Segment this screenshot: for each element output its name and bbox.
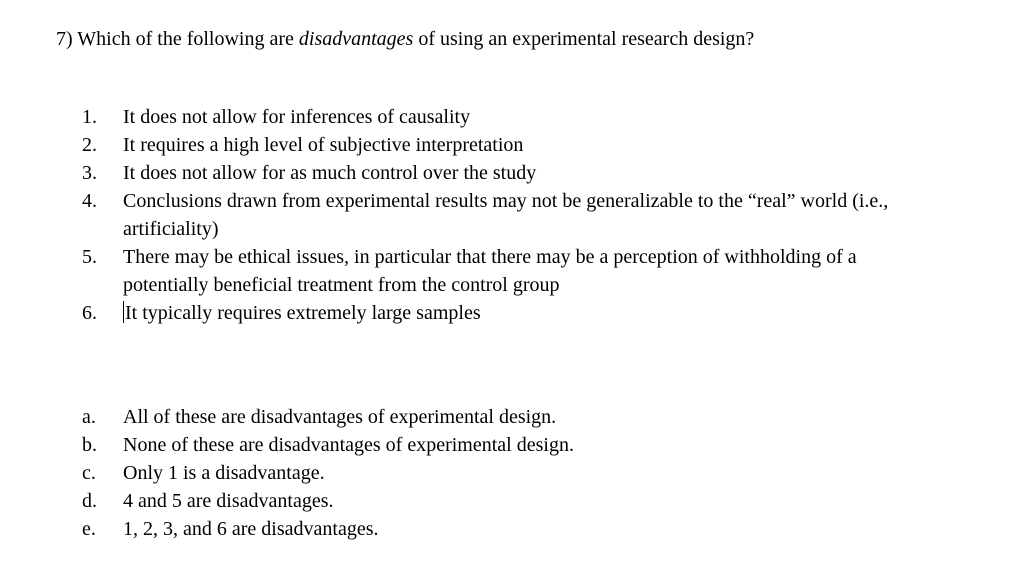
statement-item-2: [82, 131, 942, 159]
choice-letter: e.: [82, 518, 96, 540]
choice-text: None of these are disadvantages of experimental design.: [123, 434, 574, 456]
text-cursor: [123, 301, 124, 323]
answer-choice-b: [82, 431, 942, 459]
question-prefix: 7) Which of the following are: [56, 28, 299, 50]
question-text: [56, 25, 754, 53]
choice-text: Only 1 is a disadvantage.: [123, 462, 325, 484]
answer-choice-c: [82, 459, 942, 487]
statement-number: 2.: [82, 134, 97, 156]
statement-number: 5.: [82, 246, 97, 268]
question-emphasis: disadvantages: [298, 28, 414, 50]
statement-text: There may be ethical issues, in particular that there may be a perception of withholding of a potentially beneficial treatment from the control group: [123, 246, 857, 296]
statement-item-6: [82, 299, 942, 327]
statement-item-4: [82, 187, 942, 243]
statement-text-with-cursor[interactable]: [123, 299, 942, 327]
choice-text: 4 and 5 are disadvantages.: [123, 490, 334, 512]
choice-letter: b.: [82, 434, 97, 456]
statement-text: It requires a high level of subjective interpretation: [123, 134, 524, 156]
statement-text: It typically requires extremely large samples: [125, 302, 481, 324]
statement-item-5: [82, 243, 942, 299]
statement-item-1: [82, 103, 942, 131]
choice-letter: a.: [82, 406, 96, 428]
answer-choice-d: [82, 487, 942, 515]
answer-choice-list: [82, 403, 942, 543]
statement-text: Conclusions drawn from experimental results may not be generalizable to the “real” world (i.e., artificiality): [123, 190, 889, 240]
answer-choice-e: [82, 515, 942, 543]
choice-text: 1, 2, 3, and 6 are disadvantages.: [123, 518, 379, 540]
statement-item-3: [82, 159, 942, 187]
statement-number: 3.: [82, 162, 97, 184]
answer-choice-a: [82, 403, 942, 431]
statement-number: 6.: [82, 302, 97, 324]
statement-list: [82, 103, 942, 327]
choice-text: All of these are disadvantages of experimental design.: [123, 406, 557, 428]
statement-number: 1.: [82, 106, 97, 128]
choice-letter: c.: [82, 462, 96, 484]
statement-text: It does not allow for inferences of causality: [123, 106, 471, 128]
statement-text: It does not allow for as much control over the study: [123, 162, 537, 184]
question-suffix: of using an experimental research design?: [413, 28, 755, 50]
choice-letter: d.: [82, 490, 97, 512]
statement-number: 4.: [82, 190, 97, 212]
